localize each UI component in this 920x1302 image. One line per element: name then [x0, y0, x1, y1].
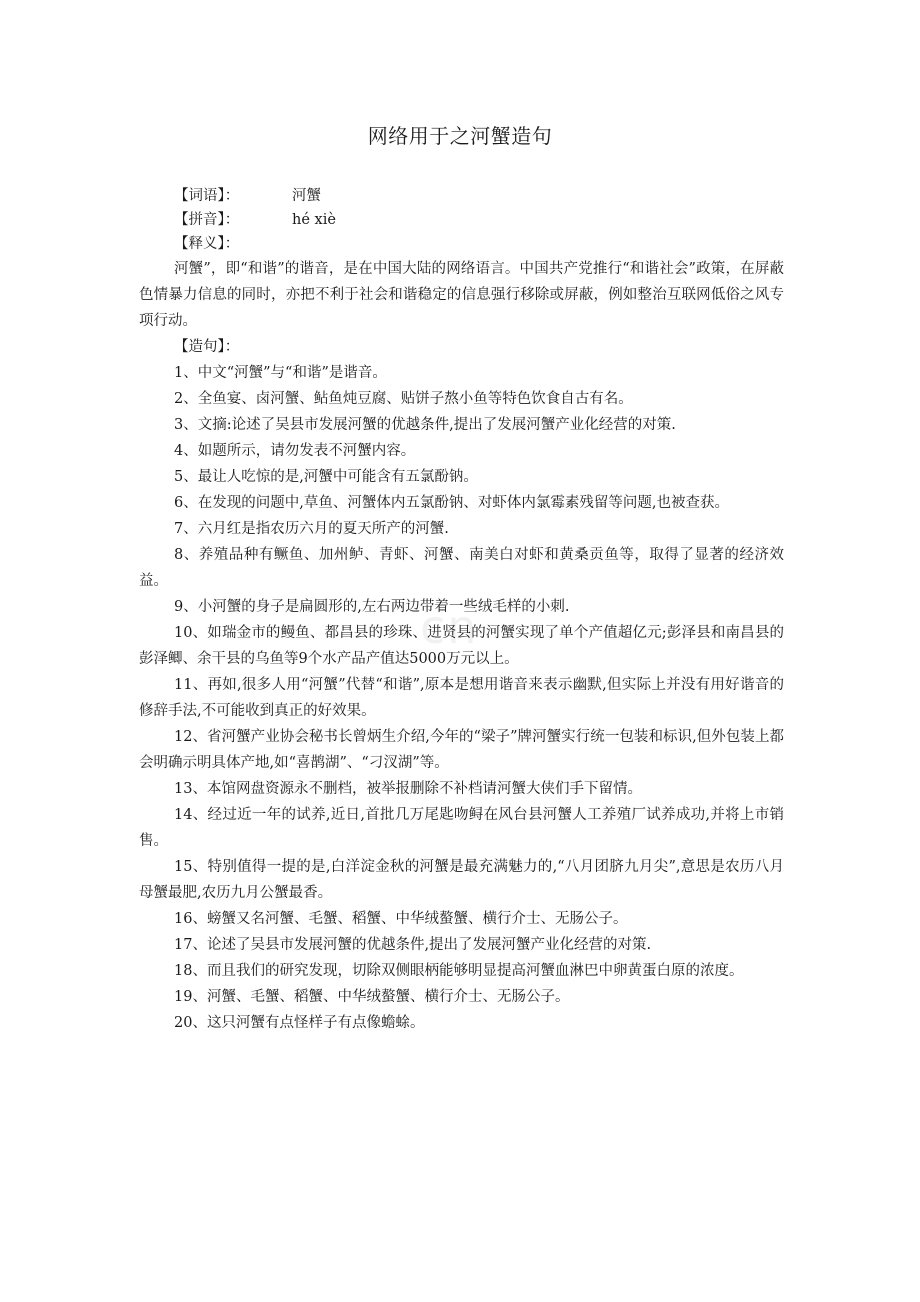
sentence-item: 15、特别值得一提的是,白洋淀金秋的河蟹是最充满魅力的,“八月团脐九月尖”,意思是农历八月母蟹最肥,农历九月公蟹最香。 — [139, 859, 784, 901]
word-value: 河蟹 — [292, 188, 321, 204]
watermark: cn — [420, 600, 479, 654]
sentence-item: 20、这只河蟹有点怪样子有点像蟾蜍。 — [174, 1015, 425, 1031]
sentence-item: 12、省河蟹产业协会秘书长曾炳生介绍,今年的“梁子”牌河蟹实行统一包装和标识,但外包装上都会明确示明具体产地,如“喜鹊湖”、“刁汊湖”等。 — [139, 729, 784, 771]
sentence-item: 10、如瑞金市的鳗鱼、都昌县的珍珠、进贤县的河蟹实现了单个产值超亿元;彭泽县和南昌县的彭泽鲫、余干县的乌鱼等9个水产品产值达5000万元以上。 — [139, 625, 784, 667]
sentence-item: 18、而且我们的研究发现，切除双侧眼柄能够明显提高河蟹血淋巴中卵黄蛋白原的浓度。 — [174, 963, 744, 979]
pinyin-label: 【拼音】： — [174, 212, 240, 228]
sentence-item: 16、螃蟹又名河蟹、毛蟹、稻蟹、中华绒螯蟹、横行介士、无肠公子。 — [174, 911, 628, 927]
page-title: 网络用于之河蟹造句 — [367, 124, 553, 148]
sentence-item: 4、如题所示，请勿发表不河蟹内容。 — [174, 443, 416, 459]
sentence-item: 14、经过近一年的试养,近日,首批几万尾匙吻鲟在风台县河蟹人工养殖厂试养成功,并将上市销售。 — [139, 807, 784, 849]
sentence-item: 8、养殖品种有鳜鱼、加州鲈、青虾、河蟹、南美白对虾和黄桑贡鱼等，取得了显著的经济效益。 — [139, 547, 784, 589]
word-label: 【词语】： — [174, 188, 240, 204]
sentence-item: 17、论述了吴县市发展河蟹的优越条件,提出了发展河蟹产业化经营的对策. — [174, 937, 652, 953]
pinyin-value: hé xiè — [292, 212, 336, 228]
meaning-text: 河蟹”，即“和谐”的谐音，是在中国大陆的网络语言。中国共产党推行“和谐社会”政策，在屏蔽色情暴力信息的同时，亦把不利于社会和谐稳定的信息强行移除或屏蔽，例如整治互联网低俗之风专项行动。 — [139, 261, 784, 329]
sentence-item: 6、在发现的问题中,草鱼、河蟹体内五氯酚钠、对虾体内氯霉素残留等问题,也被查获。 — [174, 495, 729, 511]
sentence-item: 9、小河蟹的身子是扁圆形的,左右两边带着一些绒毛样的小刺. — [174, 599, 570, 615]
sentence-item: 13、本馆网盘资源永不删档，被举报删除不补档请河蟹大侠们手下留情。 — [174, 781, 642, 797]
sentence-item: 5、最让人吃惊的是,河蟹中可能含有五氯酚钠。 — [174, 469, 478, 485]
word-row — [174, 184, 321, 208]
meaning-row — [174, 232, 292, 256]
sentence-item: 19、河蟹、毛蟹、稻蟹、中华绒螯蟹、横行介士、无肠公子。 — [174, 989, 570, 1005]
sentence-item: 1、中文“河蟹”与“和谐”是谐音。 — [174, 365, 387, 381]
sentence-item: 7、六月红是指农历六月的夏天所产的河蟹. — [174, 521, 449, 537]
meaning-label: 【释义】： — [174, 236, 240, 252]
examples-label: 【造句】： — [174, 339, 240, 355]
pinyin-row — [174, 208, 336, 232]
sentence-list — [139, 360, 784, 1036]
sentence-item: 3、文摘:论述了吴县市发展河蟹的优越条件,提出了发展河蟹产业化经营的对策. — [174, 417, 676, 433]
sentence-item: 2、全鱼宴、卤河蟹、鲇鱼炖豆腐、贴饼子熬小鱼等特色饮食自古有名。 — [174, 391, 633, 407]
sentence-item: 11、再如,很多人用“河蟹”代替“和谐”,原本是想用谐音来表示幽默,但实际上并没有用好谐音的修辞手法,不可能收到真正的好效果。 — [139, 677, 784, 719]
